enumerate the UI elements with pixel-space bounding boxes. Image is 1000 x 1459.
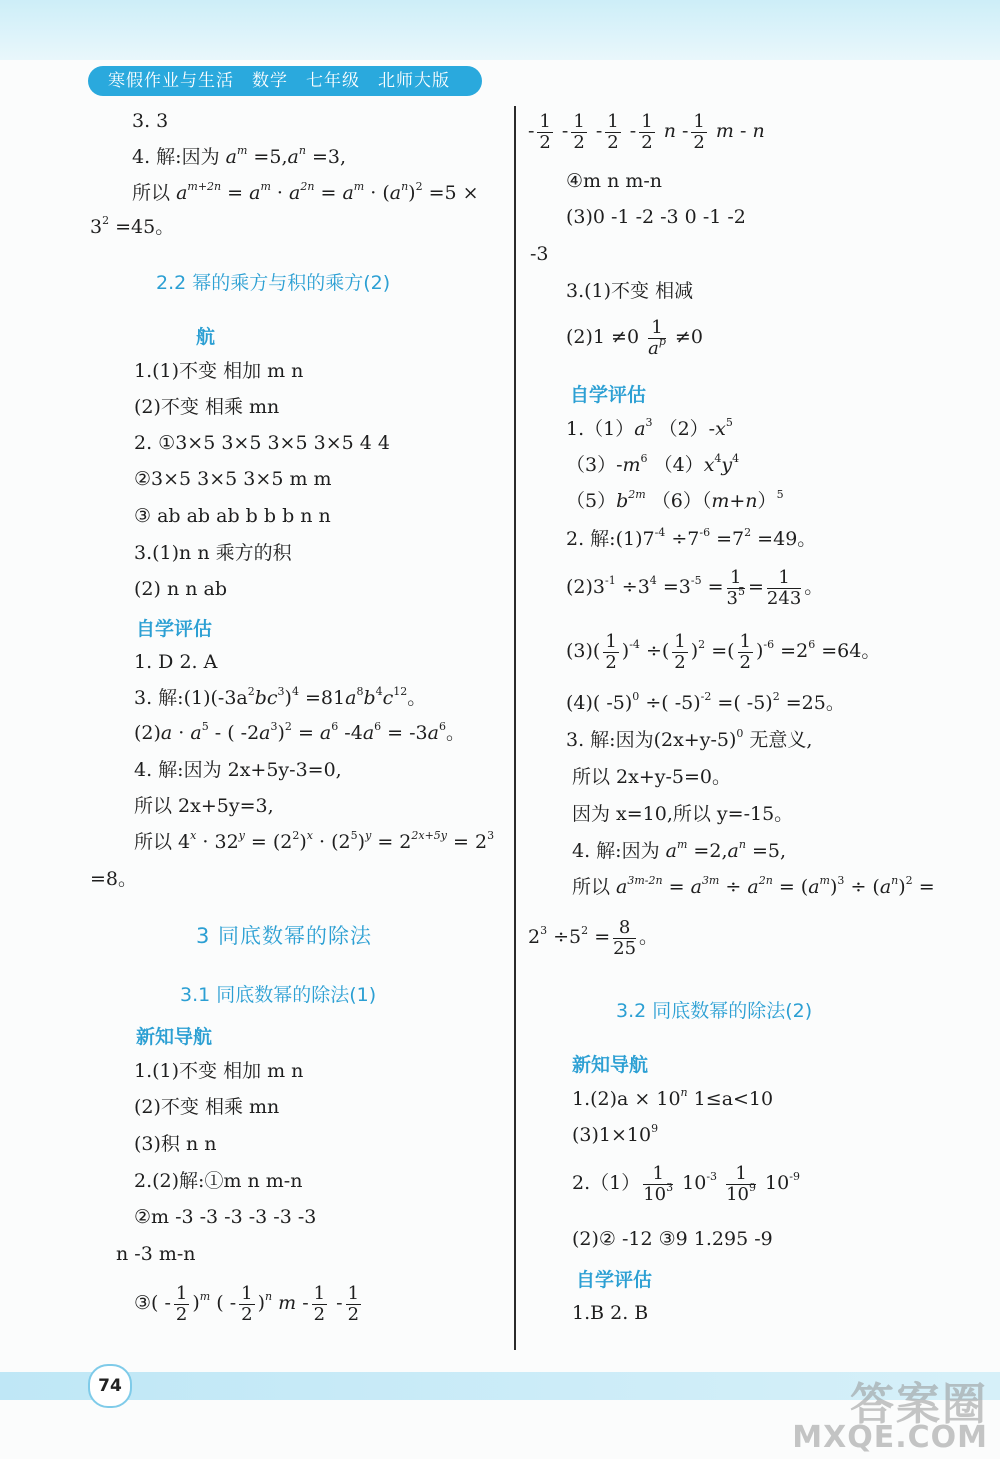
chapter-title: 3 同底数幂的除法 bbox=[196, 924, 373, 948]
answer-line: 1.B 2. B bbox=[572, 1302, 649, 1324]
answer-line: $(5)b^{2m}$ $(6)(m+n)^5$ bbox=[566, 488, 784, 512]
header-banner bbox=[88, 66, 482, 96]
answer-line: $3^2 =45$。 bbox=[90, 214, 175, 238]
subsection-title: 新知导航 bbox=[136, 1026, 213, 1048]
answer-line: 所以 2x+y-5=0。 bbox=[572, 766, 732, 788]
answer-line: (3)积 n n bbox=[134, 1133, 217, 1155]
subsection-title: 航 bbox=[196, 326, 216, 348]
answer-line: (3)0 -1 -2 -3 0 -1 -2 bbox=[566, 206, 746, 228]
answer-line: ③ ab ab ab b b b n n bbox=[134, 505, 331, 527]
answer-line: $(2)3^{-1} \div 3^4 =3^{-5}$ = $\frac{1}{3^5}$ = $\frac{1}{243}$ 。 bbox=[566, 566, 824, 609]
subsection-title: 新知导航 bbox=[572, 1054, 649, 1076]
section-title: 2.2 幂的乘方与积的乘方(2) bbox=[156, 272, 391, 294]
answer-line: (4)( -5)$^0$ ÷( -5)$^{-2}$ =( -5)$^2$ =25。 bbox=[566, 690, 845, 714]
answer-line: 3. 解:因为$(2x+y-5)^0$ 无意义, bbox=[566, 727, 813, 751]
answer-line: $1.(1)a^3$ $(2)-x^5$ bbox=[566, 416, 733, 440]
answer-line: -3 bbox=[530, 243, 549, 265]
answer-line: 2.(2)解:①m n m-n bbox=[134, 1170, 303, 1192]
answer-line: 1.(1)不变 相加 m n bbox=[134, 360, 304, 382]
answer-line: - $\frac{1}{2}$ - $\frac{1}{2}$ - $\frac{1}{2}$ - $\frac{1}{2}$ n - $\frac{1}{2}$ m - n bbox=[528, 110, 765, 153]
answer-line: $(2)a \cdot a^5$ - ( $-2a^3)^2 = a^6$ $-4a^6 = -3a^6$。 bbox=[134, 720, 465, 744]
book-title: 寒假作业与生活 bbox=[108, 71, 234, 91]
edition: 北师大版 bbox=[378, 71, 450, 91]
answer-line: (2)不变 相乘 mn bbox=[134, 396, 280, 418]
page-number: 74 bbox=[88, 1364, 132, 1408]
answer-line: 3. 3 bbox=[132, 110, 169, 132]
answer-line: 所以 2x+5y=3, bbox=[134, 795, 274, 817]
answer-line: (2)1 ≠0 $\frac{1}{a^p}$ ≠0 bbox=[566, 316, 703, 359]
watermark-url: MXQE.COM bbox=[792, 1420, 988, 1455]
answer-line: ②m -3 -3 -3 -3 -3 -3 bbox=[134, 1206, 317, 1228]
answer-line: 3.(1)n n 乘方的积 bbox=[134, 542, 292, 564]
grade: 七年级 bbox=[306, 71, 360, 91]
answer-line: (3)( $\frac{1}{2}$ )$^{-4}$ ÷( $\frac{1}{2}$ )$^2$ =( $\frac{1}{2}$ )$^{-6} =2^6 =64$。 bbox=[566, 630, 881, 673]
answer-line: 3.(1)不变 相减 bbox=[566, 280, 694, 302]
answer-line: (2)不变 相乘 mn bbox=[134, 1096, 280, 1118]
answer-line: 1.(1)不变 相加 m n bbox=[134, 1060, 304, 1082]
answer-line: $2^3 \div 5^2$ = $\frac{8}{25}$ 。 bbox=[528, 916, 659, 959]
answer-line: 2.（1） $\frac{1}{10^3}$ $10^{-3}$ $\frac{1}{10^9}$ $10^{-9}$ bbox=[572, 1162, 800, 1205]
section-title: 3.2 同底数幂的除法(2) bbox=[616, 1000, 813, 1022]
answer-line: 2. 解$:(1)7^{-4} \div 7^{-6} =7^2 =49$。 bbox=[566, 526, 817, 550]
answer-line: 所以 $4^x \cdot 32^y = (2^2)^x \cdot (2^5)^y = 2^{2x+5y} = 2^3$ bbox=[134, 829, 495, 853]
subsection-title: 自学评估 bbox=[576, 1269, 653, 1291]
answer-line: n -3 m-n bbox=[116, 1243, 196, 1265]
answer-line: 所以 $a^{m+2n} = a^m \cdot a^{2n} = a^m \cdot (a^n)^2 =5$ × bbox=[132, 180, 479, 204]
answer-line: 因为 x=10,所以 y=-15。 bbox=[572, 803, 794, 825]
subsection-title: 自学评估 bbox=[136, 618, 213, 640]
answer-line: $1.(2)a \times 10^n$ 1≤a<10 bbox=[572, 1086, 774, 1110]
answer-line: 所以 $a^{3m-2n} = a^{3m} \div a^{2n} = (a^m)^3 \div (a^n)^2$ = bbox=[572, 874, 935, 898]
watermark-logo: 答案圈 bbox=[850, 1379, 988, 1430]
answer-line: $(3)1\times 10^9$ bbox=[572, 1122, 659, 1146]
subject: 数学 bbox=[252, 71, 288, 91]
top-band bbox=[0, 0, 1000, 60]
answer-line: 4. 解:因为 $a^m =2,a^n =5$, bbox=[572, 838, 786, 862]
answer-line: (2) n n ab bbox=[134, 578, 227, 600]
answer-line: ④m n m-n bbox=[566, 170, 663, 192]
answer-line: ③( - $\frac{1}{2}$ )$^m$ ( - $\frac{1}{2}$ )$^n$ m - $\frac{1}{2}$ - $\frac{1}{2}$ bbox=[134, 1282, 360, 1325]
answer-line: ②3×5 3×5 3×5 m m bbox=[134, 468, 332, 490]
answer-line: 4. 解:因为 2x+5y-3=0, bbox=[134, 759, 342, 781]
answer-line: 4. 解:因为 $a^m =5,a^n =3$, bbox=[132, 144, 346, 168]
answer-line: 2. ①3×5 3×5 3×5 3×5 4 4 bbox=[134, 432, 390, 454]
answer-line: (2)② -12 ③9 1.295 -9 bbox=[572, 1228, 773, 1250]
subsection-title: 自学评估 bbox=[570, 384, 647, 406]
answer-line: 3. 解$:(1)(-3a^2bc^3)^4 =81a^8b^4c^{12}$。 bbox=[134, 685, 427, 709]
column-divider bbox=[514, 106, 516, 1350]
answer-line: 1. D 2. A bbox=[134, 651, 218, 673]
answer-line: $(3)-m^6$ $(4)x^4y^4$ bbox=[566, 452, 740, 476]
section-title: 3.1 同底数幂的除法(1) bbox=[180, 984, 377, 1006]
answer-line: =8。 bbox=[90, 868, 138, 890]
